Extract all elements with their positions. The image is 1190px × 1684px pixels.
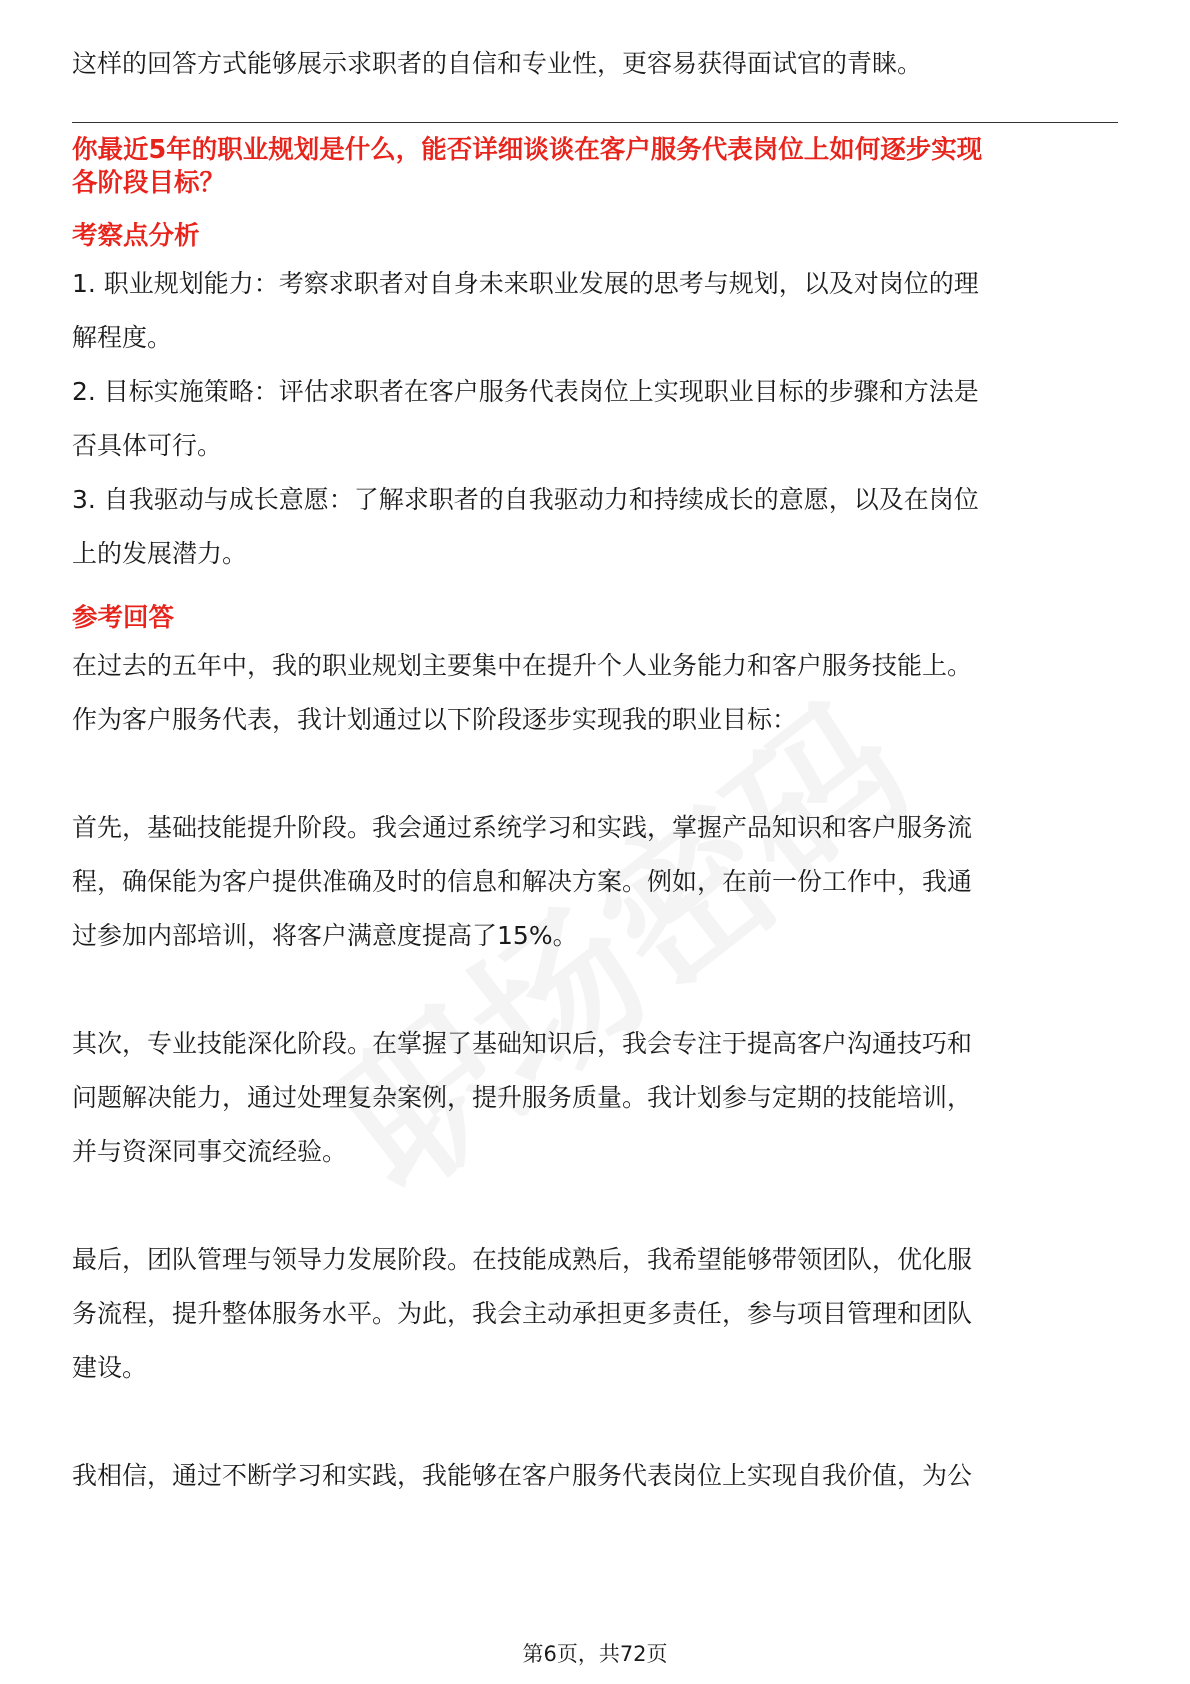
divider [72, 122, 1118, 123]
answer-line: 程，确保能为客户提供准确及时的信息和解决方案。例如，在前一份工作中，我通 [72, 867, 973, 896]
answer-line: 过参加内部培训，将客户满意度提高了15%。 [72, 921, 578, 950]
analysis-point-3-cont: 上的发展潜力。 [72, 539, 248, 568]
question-line-1: 你最近5年的职业规划是什么，能否详细谈谈在客户服务代表岗位上如何逐步实现 [72, 135, 983, 165]
answer-line: 在过去的五年中，我的职业规划主要集中在提升个人业务能力和客户服务技能上。 [72, 651, 973, 680]
answer-line: 问题解决能力，通过处理复杂案例，提升服务质量。我计划参与定期的技能培训， [72, 1083, 973, 1112]
answer-line: 并与资深同事交流经验。 [72, 1137, 348, 1166]
answer-line: 最后，团队管理与领导力发展阶段。在技能成熟后，我希望能够带领团队，优化服 [72, 1245, 973, 1274]
analysis-point-2: 2. 目标实施策略：评估求职者在客户服务代表岗位上实现职业目标的步骤和方法是 [72, 377, 979, 406]
analysis-point-1-cont: 解程度。 [72, 323, 173, 352]
analysis-point-2-cont: 否具体可行。 [72, 431, 223, 460]
question-line-2: 各阶段目标？ [72, 168, 226, 198]
analysis-point-3: 3. 自我驱动与成长意愿：了解求职者的自我驱动力和持续成长的意愿，以及在岗位 [72, 485, 979, 514]
answer-line: 务流程，提升整体服务水平。为此，我会主动承担更多责任，参与项目管理和团队 [72, 1299, 973, 1328]
page-number: 第6页，共72页 [522, 1642, 668, 1666]
answer-line: 其次，专业技能深化阶段。在掌握了基础知识后，我会专注于提高客户沟通技巧和 [72, 1029, 973, 1058]
section-heading-answer: 参考回答 [72, 603, 175, 633]
answer-line: 首先，基础技能提升阶段。我会通过系统学习和实践，掌握产品知识和客户服务流 [72, 813, 973, 842]
intro-line: 这样的回答方式能够展示求职者的自信和专业性，更容易获得面试官的青睐。 [72, 49, 923, 78]
answer-line: 我相信，通过不断学习和实践，我能够在客户服务代表岗位上实现自我价值，为公 [72, 1461, 973, 1490]
answer-line: 作为客户服务代表，我计划通过以下阶段逐步实现我的职业目标： [72, 705, 798, 734]
section-heading-analysis: 考察点分析 [72, 221, 200, 251]
answer-line: 建设。 [72, 1353, 148, 1382]
analysis-point-1: 1. 职业规划能力：考察求职者对自身未来职业发展的思考与规划，以及对岗位的理 [72, 269, 979, 298]
